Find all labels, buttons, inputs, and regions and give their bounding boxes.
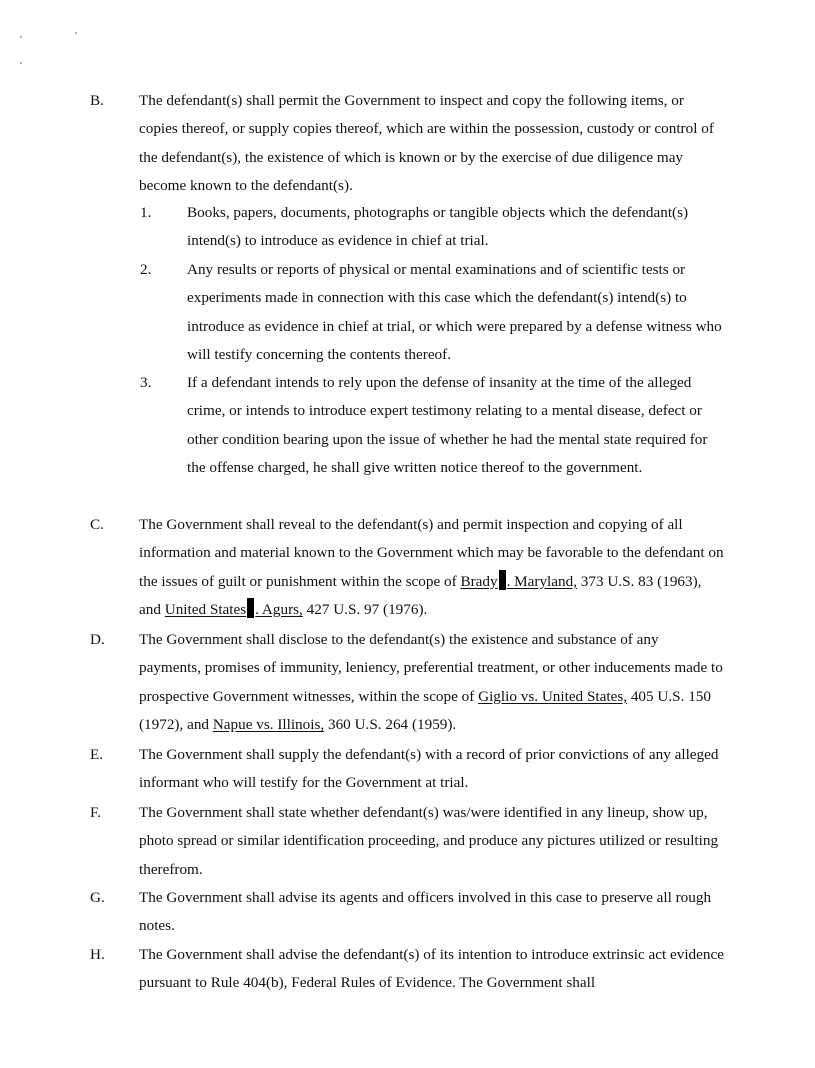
- section-text: The Government shall advise its agents and officers involved in this case to preserve all rough notes.: [139, 889, 712, 935]
- section-text: [139, 626, 724, 739]
- case-name-part: Brady: [460, 572, 498, 590]
- case-citation: Napue vs. Illinois,: [212, 715, 325, 733]
- section-label: H.: [90, 946, 105, 963]
- case-name-part: United States: [164, 600, 247, 618]
- text-run: 405 U.S. 150 (1972), and: [139, 687, 711, 733]
- section-label: E.: [90, 746, 104, 763]
- case-citation: Giglio vs. United States,: [478, 687, 628, 705]
- section-label: C.: [90, 516, 104, 533]
- case-name-part: . Maryland,: [506, 572, 577, 590]
- section-label: G.: [90, 889, 105, 906]
- text-run: 427 U.S. 97 (1976).: [302, 600, 428, 618]
- section-label: D.: [90, 631, 105, 648]
- item-label: 2.: [140, 261, 152, 278]
- scan-speck: [20, 36, 22, 38]
- scan-speck: [20, 62, 22, 64]
- section-text: The Government shall supply the defendant(s) with a record of prior convictions of any alleged informant who will testify for the Government at trial.: [139, 746, 719, 792]
- scan-speck: [75, 32, 77, 34]
- item-label: 3.: [140, 374, 152, 391]
- item-label: 1.: [140, 204, 152, 221]
- section-label: F.: [90, 804, 102, 821]
- section-text: The Government shall advise the defendant(s) of its intention to introduce extrinsic act evidence pursuant to Rule 404(b), Federal Rules of Evidence. The Government shall: [139, 946, 724, 992]
- section-text: The Government shall state whether defendant(s) was/were identified in any lineup, show up, photo spread or similar identification proceeding, and produce any pictures utilized or resulting therefrom.: [139, 804, 719, 878]
- section-text: The defendant(s) shall permit the Government to inspect and copy the following items, or copies thereof, or supply copies thereof, which are within the possession, custody or control of the defendant(s), the existence of which is known or by the exercise of due diligence may become known to the defendant(s).: [139, 92, 714, 194]
- section-text: [139, 511, 724, 624]
- section-label: B.: [90, 92, 104, 109]
- item-text: If a defendant intends to rely upon the defense of insanity at the time of the alleged crime, or intends to introduce expert testimony relating to a mental disease, defect or other condition bearing upon the issue of whether he had the mental state required for the offense charged, he shall give written notice thereof to the government.: [187, 374, 708, 476]
- case-citation: [165, 601, 303, 618]
- item-text: Books, papers, documents, photographs or tangible objects which the defendant(s) intend(s) to introduce as evidence in chief at trial.: [187, 204, 689, 250]
- text-run: 373 U.S. 83 (1963), and: [139, 572, 702, 618]
- redaction-mark: [247, 598, 254, 618]
- case-citation: [460, 573, 577, 590]
- text-run: The Government shall reveal to the defendant(s) and permit inspection and copying of all information and material known to the Government which may be favorable to the defendant on the issues of guilt or punishment within the scope of: [139, 516, 724, 590]
- text-run: The Government shall disclose to the defendant(s) the existence and substance of any payments, promises of immunity, leniency, preferential treatment, or other inducements made to prospective Government witnesses, within the scope of: [139, 631, 723, 705]
- redaction-mark: [499, 570, 506, 590]
- text-run: 360 U.S. 264 (1959).: [324, 715, 457, 733]
- item-text: Any results or reports of physical or mental examinations and of scientific tests or experiments made in connection with this case which the defendant(s) intend(s) to introduce as evidence in chief at trial, or which were prepared by a defense witness who will testify concerning the contents thereof.: [187, 261, 722, 363]
- case-name-part: . Agurs,: [255, 600, 303, 618]
